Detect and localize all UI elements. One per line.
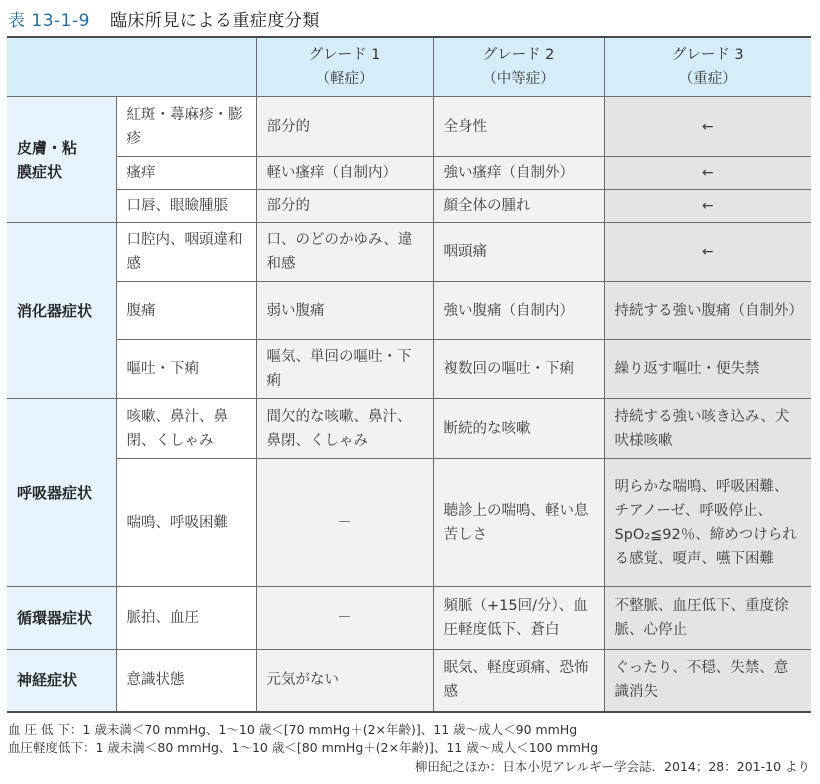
grade3-cell: ←	[604, 157, 811, 190]
category-neurological: 神経症状	[7, 650, 116, 712]
grade3-cell: ←	[604, 223, 811, 282]
grade2-cell: 頻脈（+15回/分）、血圧軽度低下、蒼白	[433, 587, 604, 650]
grade3-cell: 繰り返す嘔吐・便失禁	[604, 340, 811, 399]
grade1-cell: 口、のどのかゆみ、違和感	[256, 223, 433, 282]
table-number: 表 13-1-9	[8, 11, 90, 31]
grade1-cell: 間欠的な咳嗽、鼻汁、鼻閉、くしゃみ	[256, 399, 433, 459]
table-caption: 臨床所見による重症度分類	[109, 11, 320, 31]
grade2-cell: 複数回の嘔吐・下痢	[433, 340, 604, 399]
grade2-cell: 聴診上の喘鳴、軽い息苦しさ	[433, 459, 604, 587]
grade1-cell: 部分的	[256, 190, 433, 223]
grade2-cell: 咽頭痛	[433, 223, 604, 282]
grade3-cell: ←	[604, 97, 811, 157]
table-row	[7, 650, 811, 712]
grade1-cell: 軽い瘙痒（自制内）	[256, 157, 433, 190]
symptom-cell: 脈拍、血圧	[116, 587, 256, 650]
table-row	[7, 340, 811, 399]
table-row	[7, 97, 811, 157]
table-row	[7, 587, 811, 650]
grade2-cell: 断続的な咳嗽	[433, 399, 604, 459]
table-row	[7, 399, 811, 459]
grade3-cell: ←	[604, 190, 811, 223]
category-skin: 皮膚・粘膜症状	[7, 97, 116, 223]
symptom-cell: 腹痛	[116, 282, 256, 340]
category-gi: 消化器症状	[7, 223, 116, 399]
grade2-cell: 強い腹痛（自制内）	[433, 282, 604, 340]
grade2-cell: 全身性	[433, 97, 604, 157]
grade1-cell: 嘔気、単回の嘔吐・下痢	[256, 340, 433, 399]
symptom-cell: 瘙痒	[116, 157, 256, 190]
header-grade1: グレード 1 （軽症）	[256, 37, 433, 97]
grade1-cell: －	[256, 459, 433, 587]
grade3-cell: 持続する強い腹痛（自制外）	[604, 282, 811, 340]
grade2-cell: 強い瘙痒（自制外）	[433, 157, 604, 190]
grade2-cell: 顔全体の腫れ	[433, 190, 604, 223]
grade1-cell: 部分的	[256, 97, 433, 157]
citation: 柳田紀之ほか：日本小児アレルギー学会誌．2014；28：201-10 より	[414, 759, 810, 774]
table-row	[7, 459, 811, 587]
table-row	[7, 190, 811, 223]
grade3-cell: ぐったり、不穏、失禁、意識消失	[604, 650, 811, 712]
footnote-hypotension: 血 圧 低 下：1 歳未満＜70 mmHg、1～10 歳＜[70 mmHg＋(2×年齢)]、11 歳～成人＜90 mmHg	[8, 722, 578, 737]
table-row	[7, 282, 811, 340]
grade2-cell: 眠気、軽度頭痛、恐怖感	[433, 650, 604, 712]
footnotes	[8, 721, 598, 757]
footnote-mild-hypotension: 血圧軽度低下：1 歳未満＜80 mmHg、1～10 歳＜[80 mmHg＋(2×年齢)]、11 歳～成人＜100 mmHg	[8, 740, 599, 755]
symptom-cell: 口腔内、咽頭違和感	[116, 223, 256, 282]
table-row	[7, 223, 811, 282]
table-row	[7, 157, 811, 190]
header-grade3: グレード 3 （重症）	[604, 37, 811, 97]
symptom-cell: 意識状態	[116, 650, 256, 712]
grade3-cell: 明らかな喘鳴、呼吸困難、チアノーゼ、呼吸停止、SpO₂≦92％、締めつけられる感覚、嗄声、嚥下困難	[604, 459, 811, 587]
category-circulatory: 循環器症状	[7, 587, 116, 650]
symptom-cell: 喘鳴、呼吸困難	[116, 459, 256, 587]
severity-table	[7, 36, 811, 713]
table-title	[8, 6, 320, 31]
header-blank	[7, 37, 256, 97]
symptom-cell: 咳嗽、鼻汁、鼻閉、くしゃみ	[116, 399, 256, 459]
header-row	[7, 37, 811, 97]
symptom-cell: 口唇、眼瞼腫脹	[116, 190, 256, 223]
category-respiratory: 呼吸器症状	[7, 399, 116, 587]
grade3-cell: 持続する強い咳き込み、犬吠様咳嗽	[604, 399, 811, 459]
header-grade2: グレード 2 （中等症）	[433, 37, 604, 97]
grade1-cell: 弱い腹痛	[256, 282, 433, 340]
grade1-cell: 元気がない	[256, 650, 433, 712]
grade1-cell: －	[256, 587, 433, 650]
symptom-cell: 嘔吐・下痢	[116, 340, 256, 399]
symptom-cell: 紅斑・蕁麻疹・膨疹	[116, 97, 256, 157]
grade3-cell: 不整脈、血圧低下、重度徐脈、心停止	[604, 587, 811, 650]
